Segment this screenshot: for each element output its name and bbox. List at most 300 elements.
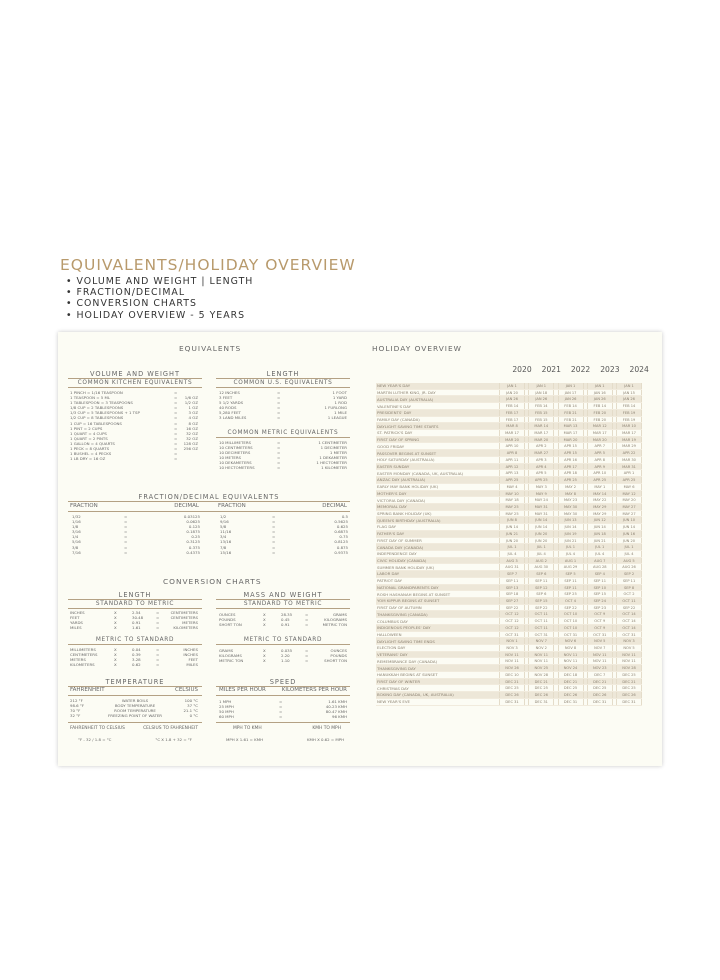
temp-f: 32 °F	[70, 713, 81, 719]
row-value: 1 HECTOMETER	[316, 460, 347, 466]
row-value: 0.5	[341, 514, 348, 519]
row-label: 10 DECIMETERS	[219, 450, 251, 456]
equivalents-heading: EQUIVALENTS	[179, 344, 242, 353]
row-value: 80.47 KMH	[325, 709, 347, 715]
conv-unit: METRIC TON	[322, 622, 347, 628]
conv-cell: 0.04	[132, 647, 141, 652]
holiday-date: SEP 11	[616, 578, 642, 584]
holiday-date: OCT 31	[616, 632, 642, 638]
holiday-name: FAMILY DAY (CANADA)	[377, 416, 420, 422]
year-header: 2022	[570, 365, 591, 374]
holiday-name: REMEMBRANCE DAY (CANADA)	[377, 658, 438, 664]
row-label: 1/16	[72, 519, 81, 525]
holiday-date: FEB 15	[528, 417, 554, 423]
holiday-date: NOV 28	[528, 672, 554, 678]
holiday-date: FEB 14	[528, 403, 554, 409]
holiday-name: FIRST DAY OF SPRING	[377, 437, 420, 443]
holiday-date: JUN 20	[528, 531, 554, 537]
holiday-row	[376, 551, 642, 558]
conv-cell: 28.35	[281, 612, 293, 617]
holiday-date: SEP 24	[587, 598, 613, 604]
row-value: 1 DECIMETER	[320, 445, 347, 451]
holiday-date: DEC 7	[587, 672, 613, 678]
row-label: 1/3 CUP = 5 TABLESPOONS + 1 TSP	[70, 410, 140, 416]
holiday-date: SEP 2	[616, 571, 642, 577]
conv-unit: FEET	[188, 657, 198, 663]
conv-cell: METRIC TON	[219, 658, 244, 664]
holiday-date: MAY 27	[616, 504, 642, 510]
holiday-row	[376, 504, 642, 511]
holiday-date: NOV 25	[528, 665, 554, 671]
row-label: 1 GALLON = 4 QUARTS	[70, 440, 115, 446]
holiday-date: NOV 26	[499, 665, 525, 671]
holiday-date: APR 25	[499, 477, 525, 483]
conv-cell: 2.20	[281, 653, 290, 659]
conv-cell: YARDS	[70, 620, 83, 626]
row-label: 10 DEKAMETERS	[219, 460, 252, 466]
conv-mass-title: MASS AND WEIGHT	[243, 591, 323, 599]
holiday-date: MAR 29	[616, 443, 642, 449]
row-operator: =	[277, 395, 281, 401]
conv-cell: =	[305, 612, 309, 617]
holiday-name: ST. PATRICK'S DAY	[377, 430, 413, 436]
fraction-header-left: FRACTION DECIMAL	[70, 503, 199, 509]
conv-length-sub2: METRIC TO STANDARD	[95, 637, 175, 643]
holiday-date: APR 13	[499, 470, 525, 476]
conv-unit: INCHES	[183, 652, 198, 658]
holiday-date: JUN 10	[616, 517, 642, 523]
conv-unit: KILOGRAMS	[324, 617, 347, 623]
holiday-date: NOV 1	[499, 638, 525, 644]
holiday-date: AUG 3	[499, 558, 525, 564]
holiday-date: OCT 14	[616, 611, 642, 617]
holiday-date: MAY 30	[558, 511, 584, 517]
conv-unit: KILOMETERS	[173, 625, 198, 631]
conv-unit: INCHES	[183, 647, 198, 652]
conv-length-sub: STANDARD TO METRIC	[95, 601, 175, 607]
holiday-date: NOV 11	[616, 658, 642, 664]
holiday-date: APR 25	[616, 477, 642, 483]
holiday-date: MAY 18	[499, 497, 525, 503]
holiday-row	[376, 665, 642, 672]
row-value: 1 YARD	[332, 395, 347, 401]
holiday-date: NOV 7	[587, 645, 613, 651]
conv-cell: X	[114, 652, 117, 658]
conv-cell: =	[156, 652, 160, 658]
holiday-date: DEC 31	[558, 699, 584, 705]
holiday-date: OCT 12	[499, 625, 525, 631]
holiday-row	[376, 685, 642, 692]
row-operator: =	[272, 544, 276, 550]
holiday-row	[376, 457, 642, 464]
holiday-date: OCT 14	[616, 625, 642, 631]
holiday-date: APR 25	[587, 477, 613, 483]
row-operator: =	[124, 549, 128, 555]
holiday-date: MAR 31	[616, 464, 642, 470]
holiday-date: NOV 23	[587, 665, 613, 671]
row-value: 1 MILE	[334, 410, 347, 416]
holiday-date: JAN 1	[616, 383, 642, 389]
row-label: 1/4	[72, 534, 79, 540]
holiday-date: MAY 14	[587, 491, 613, 497]
conv-cell: X	[114, 657, 117, 663]
holiday-row	[376, 605, 642, 612]
row-operator: =	[174, 420, 178, 426]
row-label: 1 PINT = 2 CUPS	[70, 425, 103, 431]
holiday-date: MAY 6	[616, 484, 642, 490]
row-operator: =	[279, 709, 283, 715]
holiday-date: MAY 25	[499, 511, 525, 517]
holiday-name: SUMMER BANK HOLIDAY (UK)	[377, 564, 435, 570]
holiday-name: INDIGENOUS PEOPLES' DAY	[377, 625, 431, 631]
row-operator: =	[277, 440, 281, 445]
holiday-date: SEP 22	[499, 605, 525, 611]
holiday-name: EASTER SUNDAY	[377, 463, 410, 469]
fraction-title: FRACTION/DECIMAL EQUIVALENTS	[138, 493, 280, 501]
holiday-row	[376, 403, 642, 410]
holiday-date: DEC 31	[528, 699, 554, 705]
row-operator: =	[272, 534, 276, 540]
conv-length-title: LENGTH	[118, 591, 152, 599]
holiday-row	[376, 618, 642, 625]
row-value: 1 KILOMETER	[321, 465, 347, 471]
holiday-date: NOV 11	[587, 658, 613, 664]
holiday-date: DEC 21	[616, 679, 642, 685]
holiday-table	[376, 383, 642, 706]
holiday-date: SEP 8	[616, 585, 642, 591]
holiday-date: NOV 11	[558, 652, 584, 658]
holiday-date: JAN 16	[587, 390, 613, 396]
row-operator: =	[279, 704, 283, 710]
conv-cell: =	[156, 625, 160, 631]
temperature-title: TEMPERATURE	[105, 678, 165, 686]
row-label: 9/16	[220, 519, 229, 525]
holiday-row	[376, 591, 642, 598]
holiday-date: MAR 30	[616, 457, 642, 463]
holiday-date: FEB 20	[587, 417, 613, 423]
holiday-name: PATRIOT DAY	[377, 578, 403, 584]
holiday-date: JAN 18	[528, 390, 554, 396]
holiday-date: MAR 20	[528, 437, 554, 443]
conv-cell: 0.62	[132, 662, 141, 668]
row-operator: =	[277, 405, 281, 411]
holiday-name: VICTORIA DAY (CANADA)	[377, 497, 426, 503]
feature-list	[66, 276, 253, 321]
row-value: 0.25	[191, 534, 200, 540]
holiday-date: DEC 21	[587, 679, 613, 685]
holiday-name: THANKSGIVING DAY	[377, 665, 416, 671]
row-value: 1.61 KMH	[328, 699, 347, 704]
holiday-date: MAY 27	[616, 511, 642, 517]
holiday-date: MAR 17	[528, 430, 554, 436]
holiday-row	[376, 531, 642, 538]
holiday-name: VETERANS' DAY	[377, 652, 408, 658]
holiday-date: MAY 9	[528, 491, 554, 497]
holiday-date: SEP 4	[587, 571, 613, 577]
holiday-date: OCT 10	[558, 611, 584, 617]
holiday-row	[376, 672, 642, 679]
holiday-date: JUN 12	[587, 517, 613, 523]
holiday-date: MAR 10	[616, 423, 642, 429]
holiday-date: FEB 21	[558, 410, 584, 416]
conv-cell: FEET	[70, 615, 80, 621]
holiday-row	[376, 564, 642, 571]
temp-f: 98.6 °F	[70, 703, 85, 709]
holiday-row	[376, 598, 642, 605]
table-row	[70, 456, 200, 461]
row-label: 10 HECTOMETERS	[219, 465, 255, 471]
row-value: 32 OZ	[186, 435, 198, 441]
holiday-date: MAR 8	[499, 423, 525, 429]
table-row	[220, 550, 350, 555]
holiday-row	[376, 692, 642, 699]
conv-length-table	[70, 610, 200, 630]
holiday-row	[376, 390, 642, 397]
holiday-date: APR 4	[528, 464, 554, 470]
holiday-name: FATHER'S DAY	[377, 531, 405, 537]
row-operator: =	[277, 465, 281, 471]
row-label: 3/16	[72, 529, 81, 535]
speed-title: SPEED	[269, 678, 297, 686]
row-operator: =	[124, 544, 128, 550]
holiday-date: NOV 11	[587, 652, 613, 658]
row-label: 25 MPH	[219, 704, 234, 710]
temperature-header: FAHRENHEIT CELSIUS	[70, 687, 198, 693]
row-operator: =	[124, 534, 128, 540]
conv-cell: MILLIMETERS	[70, 647, 96, 652]
holiday-date: MAR 17	[616, 430, 642, 436]
holiday-date: DEC 31	[616, 699, 642, 705]
holiday-date: MAR 14	[528, 423, 554, 429]
holiday-date: MAR 17	[558, 430, 584, 436]
conv-cell: =	[305, 622, 309, 628]
conv-cell: OUNCES	[219, 612, 236, 617]
holiday-date: SEP 22	[528, 605, 554, 611]
holiday-date: DEC 25	[616, 685, 642, 691]
holiday-date: APR 11	[499, 457, 525, 463]
holiday-row	[376, 430, 642, 437]
holiday-date: JAN 26	[616, 396, 642, 402]
row-operator: =	[272, 549, 276, 555]
holiday-row	[376, 625, 642, 632]
holiday-date: JUN 14	[616, 524, 642, 530]
holiday-date: FEB 17	[499, 410, 525, 416]
holiday-date: OCT 11	[616, 598, 642, 604]
row-value: 0.03125	[183, 514, 200, 519]
holiday-date: MAY 20	[616, 497, 642, 503]
conv-cell: 1.61	[132, 625, 141, 631]
holiday-name: NEW YEAR'S DAY	[377, 383, 411, 389]
holiday-row	[376, 484, 642, 491]
row-value: 1 FURLONG	[324, 405, 347, 411]
row-operator: =	[279, 714, 283, 720]
holiday-date: MAY 23	[558, 497, 584, 503]
row-value: 1 LEAGUE	[327, 415, 347, 421]
holiday-date: AUG 29	[558, 564, 584, 570]
volume-subtitle: COMMON KITCHEN EQUIVALENTS	[77, 380, 193, 386]
holiday-date: DEC 21	[499, 679, 525, 685]
holiday-row	[376, 443, 642, 450]
holiday-date: DEC 26	[587, 692, 613, 698]
length-table	[219, 390, 349, 421]
holiday-date: JAN 1	[587, 383, 613, 389]
holiday-date: JUN 13	[558, 517, 584, 523]
holiday-row	[376, 437, 642, 444]
holiday-date: FEB 14	[499, 403, 525, 409]
row-operator: =	[174, 430, 178, 436]
row-operator: =	[174, 410, 178, 416]
holiday-date: MAR 12	[587, 423, 613, 429]
row-operator: =	[174, 415, 178, 421]
conv-cell: =	[305, 658, 309, 664]
holiday-date: NOV 11	[528, 658, 554, 664]
holiday-date: APR 15	[558, 443, 584, 449]
row-label: 1 CUP = 16 TABLESPOONS	[70, 420, 122, 426]
row-label: 10 CENTIMETERS	[219, 445, 253, 451]
holiday-date: AUG 31	[499, 564, 525, 570]
holiday-date: NOV 3	[499, 645, 525, 651]
row-value: 40.23 KMH	[325, 704, 347, 710]
holiday-date: SEP 18	[499, 591, 525, 597]
holiday-date: JAN 1	[558, 383, 584, 389]
holiday-date: FEB 19	[616, 417, 642, 423]
holiday-date: MAY 29	[587, 504, 613, 510]
holiday-date: DEC 31	[499, 699, 525, 705]
holiday-date: SEP 12	[528, 585, 554, 591]
holiday-name: DAYLIGHT SAVING TIME STARTS	[377, 423, 439, 429]
row-value: 96 KMH	[331, 714, 347, 720]
holiday-name: COLUMBUS DAY	[377, 618, 408, 624]
holiday-date: DEC 26	[616, 692, 642, 698]
row-value: 0.875	[336, 544, 348, 550]
holiday-date: FEB 15	[528, 410, 554, 416]
temp-f: 212 °F	[70, 698, 83, 703]
row-operator: =	[272, 529, 276, 535]
holiday-name: FLAG DAY	[377, 524, 397, 530]
row-operator: =	[277, 415, 281, 421]
row-label: 5/16	[72, 539, 81, 545]
holiday-date: JUL 4	[528, 551, 554, 557]
holiday-date: APR 22	[616, 450, 642, 456]
holiday-date: SEP 5	[558, 571, 584, 577]
row-value: 0.4375	[186, 549, 200, 555]
row-value: 0.1875	[186, 529, 200, 535]
row-label: 10 MILLIMETERS	[219, 440, 251, 445]
holiday-date: NOV 11	[499, 658, 525, 664]
holiday-row	[376, 578, 642, 585]
holiday-date: JAN 26	[587, 396, 613, 402]
holiday-date: NOV 28	[616, 665, 642, 671]
conv-cell: X	[114, 610, 117, 615]
holiday-date: AUG 26	[616, 564, 642, 570]
holiday-date: FEB 19	[616, 410, 642, 416]
row-label: 1 MPH	[219, 699, 232, 704]
holiday-row	[376, 497, 642, 504]
holiday-date: JUL 4	[587, 551, 613, 557]
holiday-name: YOM KIPPUR BEGINS AT SUNSET	[377, 598, 440, 604]
holiday-date: MAY 2	[558, 484, 584, 490]
holiday-date: APR 8	[587, 457, 613, 463]
temperature-table	[70, 698, 200, 718]
holiday-date: APR 25	[558, 477, 584, 483]
holiday-date: SEP 11	[587, 578, 613, 584]
holiday-name: INDEPENDENCE DAY	[377, 551, 417, 557]
temp-label: WATER BOILS	[121, 698, 149, 703]
holiday-name: MARTIN LUTHER KING, JR. DAY	[377, 390, 436, 396]
holiday-name: MOTHER'S DAY	[377, 490, 407, 496]
holiday-date: APR 7	[587, 443, 613, 449]
conv-cell: X	[114, 620, 117, 626]
holiday-date: NOV 11	[616, 652, 642, 658]
holiday-date: APR 10	[499, 443, 525, 449]
holiday-date: MAY 30	[558, 504, 584, 510]
holiday-date: APR 3	[528, 457, 554, 463]
holiday-date: OCT 11	[528, 618, 554, 624]
holiday-row	[376, 571, 642, 578]
feature-item: • FRACTION/DECIMAL	[66, 287, 186, 299]
holiday-date: MAR 20	[558, 437, 584, 443]
row-value: 0.9375	[334, 549, 348, 555]
row-operator: =	[272, 524, 276, 530]
conv-cell: X	[263, 648, 266, 653]
holiday-row	[376, 638, 642, 645]
row-operator: =	[174, 440, 178, 446]
row-value: 0.625	[336, 524, 348, 530]
holiday-date: DEC 26	[558, 692, 584, 698]
holiday-date: MAR 19	[616, 437, 642, 443]
holiday-date: MAY 8	[558, 491, 584, 497]
holiday-name: GOOD FRIDAY	[377, 443, 405, 449]
table-row	[219, 622, 349, 627]
conv-unit: CENTIMETERS	[170, 610, 198, 615]
holiday-name: ELECTION DAY	[377, 645, 406, 651]
conv-cell: =	[156, 657, 160, 663]
holiday-date: SEP 25	[558, 591, 584, 597]
temperature-formula-labels: FAHRENHEIT TO CELSIUS CELSIUS TO FAHRENHEIT	[70, 726, 198, 731]
row-value: 4 OZ	[188, 415, 198, 421]
holiday-date: NOV 6	[558, 638, 584, 644]
holiday-date: JUL 1	[528, 544, 554, 550]
holiday-date: OCT 10	[558, 618, 584, 624]
row-operator: =	[277, 460, 281, 466]
speed-header: MILES PER HOUR KILOMETERS PER HOUR	[219, 687, 347, 693]
conv-cell: X	[263, 622, 266, 628]
holiday-name: PRESIDENTS' DAY	[377, 410, 412, 416]
row-operator: =	[174, 390, 178, 395]
holiday-date: JAN 26	[558, 396, 584, 402]
holiday-date: JUN 18	[587, 531, 613, 537]
holiday-date: MAR 20	[499, 437, 525, 443]
row-label: 1 PECK = 8 QUARTS	[70, 446, 110, 452]
page-title: EQUIVALENTS/HOLIDAY OVERVIEW	[60, 256, 356, 274]
row-label: 5,280 FEET	[219, 410, 241, 416]
conv-cell: =	[305, 653, 309, 659]
holiday-row	[376, 511, 642, 518]
row-label: 1/2 CUP = 8 TABLESPOONS	[70, 415, 124, 421]
row-operator: =	[124, 539, 128, 545]
holiday-date: NOV 3	[616, 638, 642, 644]
holiday-date: JUL 1	[558, 544, 584, 550]
holiday-date: DEC 26	[528, 692, 554, 698]
holiday-name: FIRST DAY OF SUMMER	[377, 537, 422, 543]
holiday-name: FIRST DAY OF AUTUMN	[377, 605, 422, 611]
holiday-date: OCT 9	[587, 618, 613, 624]
holiday-date: OCT 11	[528, 611, 554, 617]
conv-unit: POUNDS	[330, 653, 347, 659]
holiday-row	[376, 423, 642, 430]
row-operator: =	[174, 446, 178, 452]
row-operator: =	[277, 390, 281, 395]
